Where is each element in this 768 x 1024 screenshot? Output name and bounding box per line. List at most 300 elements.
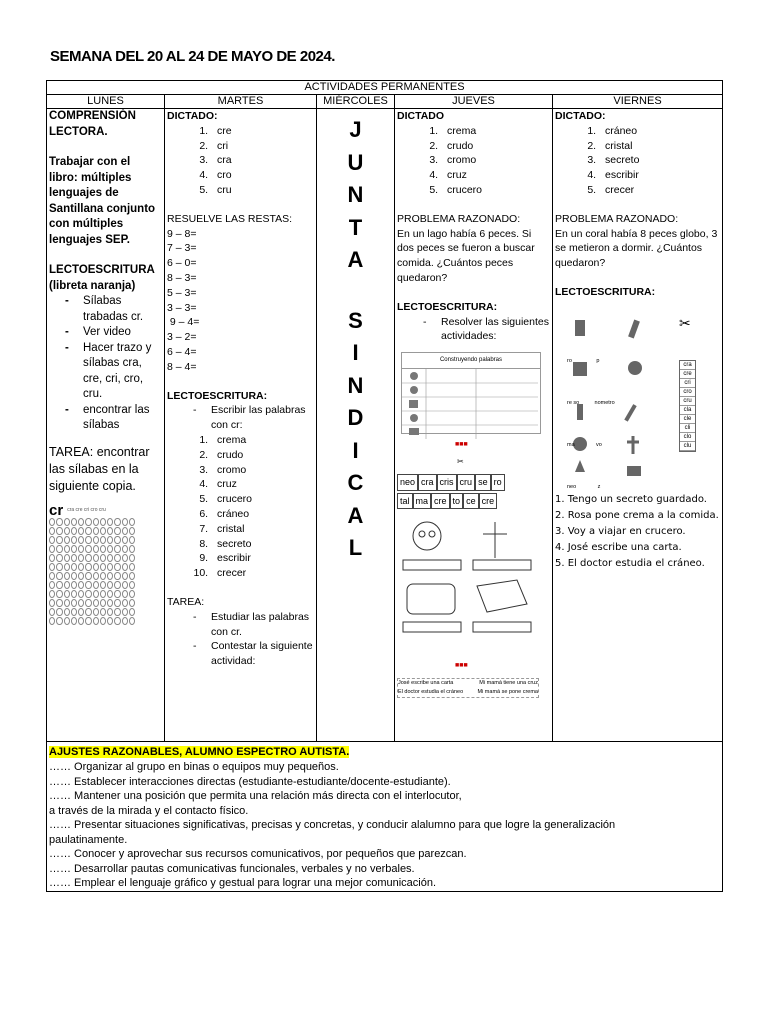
grid-dot <box>71 608 77 616</box>
grid-dot <box>49 518 55 526</box>
grid-dot <box>56 572 62 580</box>
grid-dot <box>100 608 106 616</box>
syllable-tile: to <box>450 493 464 510</box>
vertical-letter: D <box>347 405 364 430</box>
martes-lecto-list <box>167 403 314 433</box>
sentences-strip <box>397 678 539 698</box>
grid-dot <box>64 554 70 562</box>
grid-dot <box>56 581 62 589</box>
lunes-heading: COMPRENSIÓN LECTORA. <box>49 110 136 138</box>
syllable: cle <box>680 415 695 424</box>
list-item: 5. cru <box>211 183 314 198</box>
grid-dot <box>56 527 62 535</box>
resta: 7 – 3= <box>167 242 197 255</box>
lunes-lecto-list <box>49 294 162 434</box>
list-item: 1. cre <box>211 124 314 139</box>
worksheet-title: Construyendo palabras <box>402 353 540 369</box>
grid-dot <box>129 608 135 616</box>
grid-dot <box>122 608 128 616</box>
vertical-letter: L <box>348 535 363 560</box>
grid-dot <box>78 617 84 625</box>
list-item: 9. escribir <box>211 551 314 566</box>
grid-dot <box>93 536 99 544</box>
grid-dot <box>122 590 128 598</box>
grid-dot <box>93 563 99 571</box>
syllable-tile: cris <box>437 474 457 491</box>
ajuste-line: …… Conocer y aprovechar sus recursos comunicativos, por pequeños que parezcan. <box>49 848 467 860</box>
syllable: cru <box>680 397 695 406</box>
list-item: 1. crema <box>441 124 550 139</box>
list-item: 10. crecer <box>211 566 314 581</box>
grid-dot <box>100 545 106 553</box>
worksheet-syllable: cri <box>83 506 90 513</box>
grid-dot <box>93 590 99 598</box>
vertical-letter: I <box>352 437 359 463</box>
day-header-martes: MARTES <box>165 95 317 109</box>
resta: 8 – 3= <box>167 271 197 284</box>
grid-dot <box>78 581 84 589</box>
lunes-trabajar: Trabajar con el libro: múltiples lenguajes de Santillana conjunto con múltiples lenguajes SEP. <box>49 156 156 246</box>
grid-dot <box>100 572 106 580</box>
resta: 3 – 2= <box>167 331 197 344</box>
grid-dot <box>78 518 84 526</box>
grid-dot <box>71 590 77 598</box>
worksheet-image <box>49 503 135 627</box>
grid-dot <box>114 590 120 598</box>
martes-restas-title: RESUELVE LAS RESTAS: <box>167 212 293 225</box>
syllable-tile: ro <box>491 474 505 491</box>
list-item: 1. cráneo <box>599 124 720 139</box>
grid-dot <box>114 608 120 616</box>
grid-dot <box>78 527 84 535</box>
syllable-tile: neo <box>397 474 418 491</box>
viernes-worksheet <box>555 312 715 492</box>
grid-dot <box>93 581 99 589</box>
grid-dot <box>49 581 55 589</box>
grid-dot <box>107 617 113 625</box>
jueves-lecto-list <box>397 315 550 345</box>
list-item: 4. cruz <box>441 168 550 183</box>
grid-dot <box>85 536 91 544</box>
viernes-problema-title: PROBLEMA RAZONADO: <box>555 212 679 225</box>
grid-dot <box>56 554 62 562</box>
jueves-cell <box>395 109 553 742</box>
grid-dot <box>114 545 120 553</box>
list-item: 2. crudo <box>211 448 314 463</box>
grid-dot <box>122 554 128 562</box>
sentence: 3. Voy a viajar en crucero. <box>555 525 686 537</box>
resta: 5 – 3= <box>167 286 197 299</box>
viernes-cell <box>553 109 723 742</box>
grid-dot <box>78 536 84 544</box>
grid-dot <box>78 554 84 562</box>
grid-dot <box>71 536 77 544</box>
grid-dot <box>85 608 91 616</box>
list-item: 8. secreto <box>211 537 314 552</box>
fragment: ro <box>567 357 572 364</box>
grid-dot <box>93 572 99 580</box>
grid-dot <box>56 608 62 616</box>
grid-dot <box>64 617 70 625</box>
grid-dot <box>85 617 91 625</box>
resta: 9 – 4= <box>167 316 200 329</box>
grid-dot <box>122 617 128 625</box>
ajustes-list <box>49 760 720 891</box>
grid-dot <box>56 599 62 607</box>
martes-tarea-list <box>167 610 314 669</box>
grid-dot <box>129 545 135 553</box>
ajuste-line: …… Organizar al grupo en binas o equipos muy pequeños. <box>49 761 339 773</box>
grid-dot <box>85 572 91 580</box>
grid-dot <box>129 518 135 526</box>
martes-dictado-title: DICTADO: <box>167 110 218 122</box>
grid-dot <box>71 545 77 553</box>
day-header-lunes: LUNES <box>47 95 165 109</box>
viernes-dictado-title: DICTADO: <box>555 110 606 122</box>
restas-list <box>167 227 314 375</box>
grid-dot <box>107 590 113 598</box>
grid-dot <box>49 554 55 562</box>
resta: 6 – 4= <box>167 345 197 358</box>
grid-dot <box>71 581 77 589</box>
grid-dot <box>129 527 135 535</box>
sentence: Mi mamá se pone crema <box>477 688 538 695</box>
grid-dot <box>78 590 84 598</box>
grid-dot <box>71 518 77 526</box>
syllable: cra <box>680 361 695 370</box>
grid-dot <box>107 545 113 553</box>
grid-dot <box>64 572 70 580</box>
grid-dot <box>114 518 120 526</box>
list-item: 4. cruz <box>211 477 314 492</box>
grid-dot <box>107 563 113 571</box>
grid-dot <box>64 527 70 535</box>
grid-dot <box>114 554 120 562</box>
list-item: 5. crucero <box>441 183 550 198</box>
grid-dot <box>64 563 70 571</box>
list-item: 3. secreto <box>599 153 720 168</box>
grid-dot <box>129 554 135 562</box>
fragment: neo <box>567 483 577 490</box>
grid-dot <box>122 581 128 589</box>
worksheet-syllable: cru <box>98 506 106 513</box>
grid-dot <box>71 617 77 625</box>
grid-dot <box>49 608 55 616</box>
list-item: 2. cristal <box>599 139 720 154</box>
scissors-icon: ✂ <box>679 314 691 331</box>
list-item: 3. cra <box>211 153 314 168</box>
grid-dot <box>71 554 77 562</box>
day-header-miercoles: MIÉRCOLES <box>317 95 395 109</box>
grid-dot <box>56 518 62 526</box>
lunes-cell <box>47 109 165 742</box>
sentence: 2. Rosa pone crema a la comida. <box>555 509 719 521</box>
ajuste-line: …… Emplear el lenguaje gráfico y gestual para lograr una mejor comunicación. <box>49 877 437 889</box>
fragment: p <box>596 357 600 364</box>
ajuste-line: …… Establecer interacciones directas (estudiante-estudiante/docente-estudiante). <box>49 775 451 788</box>
day-header-jueves: JUEVES <box>395 95 553 109</box>
list-item: - Escribir las palabras con cr: <box>193 403 314 433</box>
list-item: - Contestar la siguiente actividad: <box>193 639 314 669</box>
grid-dot <box>64 590 70 598</box>
syllable: clo <box>680 433 695 442</box>
grid-dot <box>122 518 128 526</box>
day-header-viernes: VIERNES <box>553 95 723 109</box>
grid-dot <box>49 536 55 544</box>
jueves-dictado-title: DICTADO <box>397 110 445 122</box>
grid-dot <box>56 617 62 625</box>
grid-dot <box>122 536 128 544</box>
grid-dot <box>78 545 84 553</box>
syllable: cre <box>680 370 695 379</box>
grid-dot <box>100 563 106 571</box>
grid-dot <box>93 545 99 553</box>
fragments <box>567 340 615 508</box>
grid-dot <box>129 590 135 598</box>
grid-dot <box>100 527 106 535</box>
grid-dot <box>49 527 55 535</box>
grid-dot <box>85 518 91 526</box>
grid-dot <box>107 536 113 544</box>
miercoles-cell <box>317 109 395 742</box>
fragment: vo <box>596 441 602 448</box>
martes-words-list <box>167 433 314 581</box>
sentence: El doctor estudia el cráneo <box>398 688 464 695</box>
syllable-tile: ce <box>463 493 479 510</box>
ajuste-line: a través de la mirada y el contacto físico. <box>49 804 249 817</box>
syllable-tiles <box>397 473 550 511</box>
grid-dot <box>100 518 106 526</box>
viernes-problema: En un coral había 8 peces globo, 3 se metieron a dormir. ¿Cuántos quedaron? <box>555 227 718 270</box>
fragment: ma <box>567 441 575 448</box>
grid-dot <box>114 572 120 580</box>
syllable: cri <box>680 379 695 388</box>
construyendo-worksheet <box>401 352 541 434</box>
grid-dot <box>85 545 91 553</box>
ajuste-line: paulatinamente. <box>49 833 128 846</box>
grid-dot <box>49 572 55 580</box>
grid-dot <box>129 563 135 571</box>
grid-dot <box>56 563 62 571</box>
list-item: 5. crecer <box>599 183 720 198</box>
grid-dot <box>56 536 62 544</box>
vertical-letter: I <box>352 340 359 365</box>
grid-dot <box>114 563 120 571</box>
ajustes-title: AJUSTES RAZONABLES, ALUMNO ESPECTRO AUTISTA. <box>49 746 350 758</box>
viernes-lecto-title: LECTOESCRITURA: <box>555 285 656 298</box>
grid-dot <box>49 617 55 625</box>
grid-dot <box>85 599 91 607</box>
list-item: - Sílabas trabadas cr. <box>65 294 162 325</box>
list-item: - Resolver las siguientes actividades: <box>423 315 550 345</box>
grid-dot <box>93 617 99 625</box>
sentence: 4. José escribe una carta. <box>555 541 682 553</box>
fragment: re <box>567 399 572 406</box>
grid-dot <box>122 572 128 580</box>
syllable-column <box>679 360 696 452</box>
list-item: 3. cromo <box>441 153 550 168</box>
syllable-tile: tal <box>397 493 413 510</box>
syllable-tile: cre <box>431 493 450 510</box>
list-item: - Ver video <box>65 325 162 341</box>
grid-dot <box>122 563 128 571</box>
syllable-tile: cre <box>479 493 498 510</box>
list-item: 4. escribir <box>599 168 720 183</box>
jueves-problema-title: PROBLEMA RAZONADO: <box>397 212 521 225</box>
vertical-letter: A <box>347 502 364 528</box>
grid-dot <box>85 527 91 535</box>
grid-dot <box>107 554 113 562</box>
resta: 9 – 8= <box>167 227 197 240</box>
worksheet-syllable: cro <box>90 506 98 513</box>
scissors-icon: ✂ <box>457 456 464 466</box>
syllable-tile: cru <box>457 474 476 491</box>
ajuste-line: …… Mantener una posición que permita una relación más directa con el interlocutor, <box>49 790 462 802</box>
worksheet-syllable: cra <box>67 506 75 513</box>
grid-dot <box>49 599 55 607</box>
grid-dot <box>114 617 120 625</box>
grid-dot <box>93 608 99 616</box>
sentence: Mi mamá tiene una cruz <box>479 679 538 686</box>
vertical-letter: T <box>348 214 363 240</box>
list-item: 5. crucero <box>211 492 314 507</box>
grid-dot <box>129 599 135 607</box>
activities-table <box>46 80 723 892</box>
grid-dot <box>107 518 113 526</box>
grid-dot <box>107 599 113 607</box>
syllable-tile: se <box>475 474 491 491</box>
list-item: - encontrar las sílabas <box>65 403 162 434</box>
grid-dot <box>129 581 135 589</box>
vertical-letter: N <box>347 372 364 398</box>
lunes-tarea: TAREA: encontrar las sílabas en la siguiente copia. <box>49 444 150 493</box>
ajuste-line: …… Presentar situaciones significativas, precisas y concretas, y conducir alalumno para que logre la generalización <box>49 819 616 831</box>
list-item: 4. cro <box>211 168 314 183</box>
fragment: z <box>597 483 601 490</box>
syllable-grid <box>49 518 135 625</box>
grid-dot <box>122 545 128 553</box>
sindical-letters <box>319 307 392 570</box>
grid-dot <box>78 572 84 580</box>
fragment: so <box>573 399 580 406</box>
worksheet-syllable: cre <box>75 506 83 513</box>
syllable: cli <box>680 424 695 433</box>
sentence: 5. El doctor estudia el cráneo. <box>555 557 705 569</box>
vertical-letter: S <box>348 307 363 333</box>
grid-dot <box>107 581 113 589</box>
grid-dot <box>122 527 128 535</box>
resta: 8 – 4= <box>167 360 197 373</box>
logo-icon: ■■■ <box>455 662 468 670</box>
martes-dictado-list <box>167 124 314 198</box>
grid-dot <box>64 545 70 553</box>
martes-lecto-title: LECTOESCRITURA: <box>167 389 268 402</box>
worksheet-grid-icon <box>402 369 538 439</box>
list-item: - Estudiar las palabras con cr. <box>193 610 314 640</box>
sentence: 1. Tengo un secreto guardado. <box>555 493 707 505</box>
martes-tarea-title: TAREA: <box>167 595 205 608</box>
syllable: clu <box>680 442 695 451</box>
jueves-dictado-list <box>397 124 550 198</box>
grid-dot <box>71 599 77 607</box>
grid-dot <box>114 527 120 535</box>
grid-dot <box>78 563 84 571</box>
list-item: 2. cri <box>211 139 314 154</box>
recortar-worksheet-icon <box>397 514 547 654</box>
grid-dot <box>71 572 77 580</box>
lunes-lecto-title: LECTOESCRITURA (libreta naranja) <box>49 264 155 292</box>
grid-dot <box>100 554 106 562</box>
jueves-problema: En un lago había 6 peces. Si dos peces se fueron a buscar comida. ¿Cuántos peces quedaron? <box>397 227 535 284</box>
vertical-letter: A <box>347 247 364 272</box>
grid-dot <box>64 581 70 589</box>
grid-dot <box>114 599 120 607</box>
grid-dot <box>49 563 55 571</box>
syllable-tile: cra <box>418 474 437 491</box>
grid-dot <box>107 572 113 580</box>
grid-dot <box>64 608 70 616</box>
martes-cell <box>165 109 317 742</box>
grid-dot <box>93 518 99 526</box>
grid-dot <box>122 599 128 607</box>
grid-dot <box>100 536 106 544</box>
grid-dot <box>114 536 120 544</box>
list-item: - Hacer trazo y sílabas cra, cre, cri, cro, cru. <box>65 341 162 403</box>
grid-dot <box>100 599 106 607</box>
list-item: 7. cristal <box>211 522 314 537</box>
grid-dot <box>56 590 62 598</box>
list-item: 1. crema <box>211 433 314 448</box>
viernes-dictado-list <box>555 124 720 198</box>
grid-dot <box>64 518 70 526</box>
list-item: 6. cráneo <box>211 507 314 522</box>
vertical-letter: N <box>347 182 364 207</box>
grid-dot <box>129 617 135 625</box>
vertical-letter: U <box>347 149 364 175</box>
syllable-tile: ma <box>413 493 432 510</box>
section-title: ACTIVIDADES PERMANENTES <box>47 81 723 95</box>
ajustes-cell <box>47 742 723 892</box>
vertical-letter: C <box>347 470 364 495</box>
grid-dot <box>85 563 91 571</box>
grid-dot <box>85 590 91 598</box>
grid-dot <box>107 527 113 535</box>
junta-letters <box>319 119 392 282</box>
grid-dot <box>85 554 91 562</box>
syllable: cro <box>680 388 695 397</box>
grid-dot <box>93 554 99 562</box>
grid-dot <box>49 545 55 553</box>
grid-dot <box>100 590 106 598</box>
jueves-lecto-title: LECTOESCRITURA: <box>397 300 498 313</box>
worksheet-label: cr <box>49 501 64 519</box>
grid-dot <box>78 608 84 616</box>
logo-icon: ■■■ <box>455 441 468 449</box>
grid-dot <box>93 599 99 607</box>
sentence: José escribe una carta <box>398 679 454 686</box>
grid-dot <box>129 536 135 544</box>
grid-dot <box>85 581 91 589</box>
syllable: cla <box>680 406 695 415</box>
grid-dot <box>49 590 55 598</box>
grid-dot <box>114 581 120 589</box>
grid-dot <box>78 599 84 607</box>
resta: 3 – 3= <box>167 301 197 314</box>
ajuste-line: …… Desarrollar pautas comunicativas funcionales, verbales y no verbales. <box>49 862 415 875</box>
list-item: 2. crudo <box>441 139 550 154</box>
grid-dot <box>64 599 70 607</box>
page-title: SEMANA DEL 20 AL 24 DE MAYO DE 2024. <box>50 48 335 65</box>
